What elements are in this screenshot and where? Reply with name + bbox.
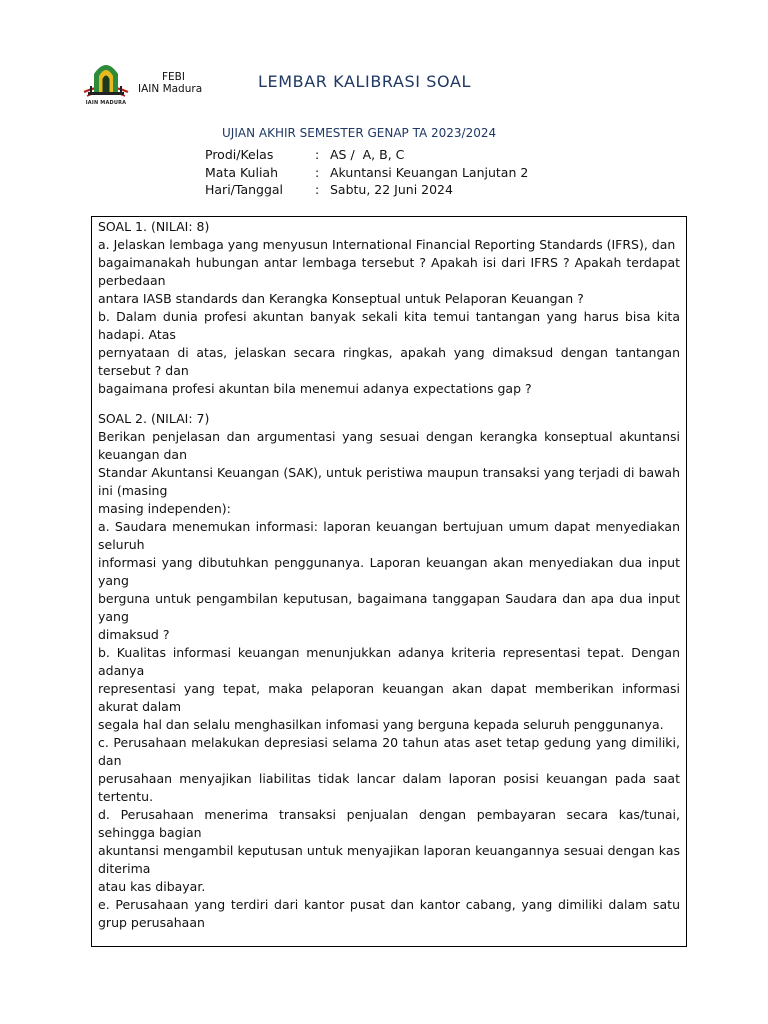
question-line: e. Perusahaan yang terdiri dari kantor pusat dan kantor cabang, yang dimiliki dalam satu grup perusahaan [98,897,680,930]
logo-caption: IAIN MADURA [85,100,127,106]
meta-separator: : [315,182,320,197]
question-line: pernyataan di atas, jelaskan secara ringkas, apakah yang dimaksud dengan tantangan tersebut ? dan [98,345,680,378]
question-2-heading: SOAL 2. (NILAI: 7) [98,411,210,426]
question-line: b. Kualitas informasi keuangan menunjukkan adanya kriteria representasi tepat. Dengan adanya [98,645,680,678]
question-1-heading: SOAL 1. (NILAI: 8) [98,219,210,234]
question-line: bagaimana profesi akuntan bila menemui adanya expectations gap ? [98,381,532,396]
question-line: atau kas dibayar. [98,879,206,894]
question-line: representasi yang tepat, maka pelaporan keuangan akan dapat memberikan informasi akurat dalam [98,681,680,714]
question-line: a. Saudara menemukan informasi: laporan keuangan bertujuan umum dapat menyediakan seluruh [98,519,680,552]
question-line: Standar Akuntansi Keuangan (SAK), untuk peristiwa maupun transaksi yang terjadi di bawah ini (masing [98,465,680,498]
meta-value: Sabtu, 22 Juni 2024 [330,182,453,197]
meta-separator: : [315,164,320,180]
question-line: akuntansi mengambil keputusan untuk menyajikan laporan keuangannya sesuai dengan kas diterima [98,843,680,876]
meta-label: Hari/Tanggal [205,182,284,197]
section-gap [98,398,680,410]
question-line: a. Jelaskan lembaga yang menyusun International Financial Reporting Standards (IFRS), dan [98,237,676,252]
meta-row-mata-kuliah [205,164,528,182]
institute-name: IAIN Madura [138,83,203,95]
question-line: dimaksud ? [98,627,170,642]
question-line: antara IASB standards dan Kerangka Konseptual untuk Pelaporan Keuangan ? [98,291,584,306]
question-line: segala hal dan selalu menghasilkan infomasi yang berguna kepada seluruh penggunanya. [98,717,664,732]
meta-row-prodi [205,146,528,164]
institution-logo [80,52,132,110]
question-line: d. Perusahaan menerima transaksi penjualan dengan pembayaran secara kas/tunai, sehingga bagian [98,807,680,840]
question-line: berguna untuk pengambilan keputusan, bagaimana tanggapan Saudara dan apa dua input yang [98,591,680,624]
question-line: masing independen): [98,501,231,516]
question-line: informasi yang dibutuhkan penggunanya. Laporan keuangan akan menyediakan dua input yang [98,555,680,588]
document-title: LEMBAR KALIBRASI SOAL [258,72,472,91]
question-line: Berikan penjelasan dan argumentasi yang sesuai dengan kerangka konseptual akuntansi keuangan dan [98,429,680,462]
institution-name [138,71,202,95]
meta-separator: : [315,147,320,162]
question-line: b. Dalam dunia profesi akuntan banyak sekali kita temui tantangan yang harus bisa kita hadapi. Atas [98,309,680,342]
meta-label: Prodi/Kelas [205,147,274,162]
faculty-name: FEBI [162,71,185,83]
meta-label: Mata Kuliah [205,164,279,180]
meta-row-hari-tanggal [205,181,528,199]
question-line: bagaimanakah hubungan antar lembaga tersebut ? Apakah isi dari IFRS ? Apakah terdapat perbedaan [98,255,680,288]
question-line: perusahaan menyajikan liabilitas tidak lancar dalam laporan posisi keuangan pada saat tertentu. [98,771,680,804]
meta-value: Akuntansi Keuangan Lanjutan 2 [330,164,529,180]
exam-meta [205,146,528,199]
question-line: c. Perusahaan melakukan depresiasi selama 20 tahun atas aset tetap gedung yang dimiliki, dan [98,735,680,768]
meta-value: AS / A, B, C [330,147,405,162]
exam-title: UJIAN AKHIR SEMESTER GENAP TA 2023/2024 [222,126,497,140]
questions-box [91,216,687,947]
